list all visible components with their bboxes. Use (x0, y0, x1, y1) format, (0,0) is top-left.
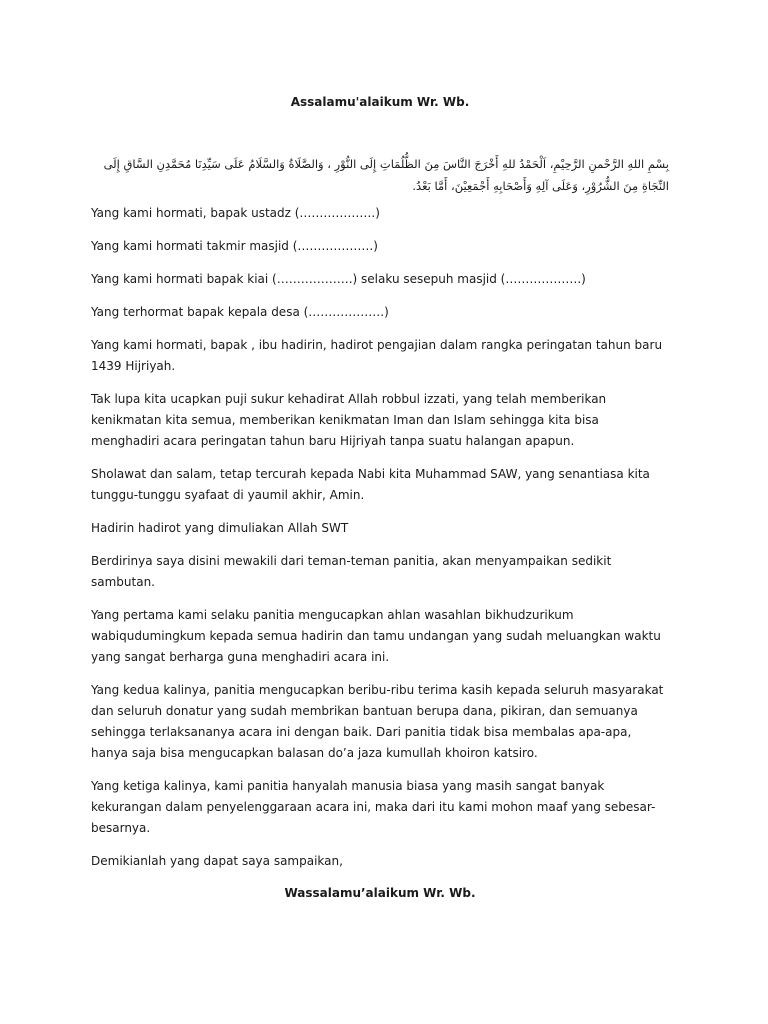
document-body (91, 93, 669, 902)
paragraph: Yang kami hormati takmir masjid (……………….) (91, 239, 378, 253)
paragraph: Yang kami hormati, bapak , ibu hadirin, hadirot pengajian dalam rangka peringatan tahun baru 1439 Hijriyah. (91, 338, 663, 373)
paragraph: Tak lupa kita ucapkan puji sukur kehadirat Allah robbul izzati, yang telah memberikan kenikmatan kita semua, memberikan kenikmatan Iman dan Islam sehingga kita bisa menghadiri acara peringatan tahun baru Hijriyah tanpa suatu halangan apapun. (91, 392, 607, 448)
paragraph: Demikianlah yang dapat saya sampaikan, (91, 854, 343, 868)
closing-greeting: Wassalamu’alaikum Wr. Wb. (284, 886, 476, 900)
opening-greeting: Assalamu'alaikum Wr. Wb. (290, 95, 470, 109)
paragraph: Berdirinya saya disini mewakili dari teman-teman panitia, akan menyampaikan sedikit sambutan. (91, 554, 612, 589)
arabic-opening-text: بِسْمِ اللهِ الرَّحْمنِ الرَّحِيْمِ، اَلْحَمْدُ للهِ أَخْرَجَ النَّاسَ مِنَ الظُّلُمَاتِ إِلَى النُّوْرِ ، وَالصَّلَاةُ وَالسَّلَامُ عَلَى سَيِّدِنَا مُحَمَّدِنِ السَّاقِ إِلَى النِّجَاةِ مِنَ الشُّرُوْرِ، وَعَلَى آلِهِ وَأَصْحَابِهِ أَجْمَعِيْنَ، أَمَّا بَعْدُ. (103, 157, 669, 193)
paragraph: Yang kami hormati bapak kiai (……………….) selaku sesepuh masjid (……………….) (91, 272, 586, 286)
paragraph: Yang ketiga kalinya, kami panitia hanyalah manusia biasa yang masih sangat banyak kekurangan dalam penyelenggaraan acara ini, maka dari itu kami mohon maaf yang sebesar-besarnya. (91, 779, 656, 835)
paragraph: Yang terhormat bapak kepala desa (……………….) (91, 305, 389, 319)
paragraph: Sholawat dan salam, tetap tercurah kepada Nabi kita Muhammad SAW, yang senantiasa kita tunggu-tunggu syafaat di yaumil akhir, Amin. (91, 467, 650, 502)
paragraph: Hadirin hadirot yang dimuliakan Allah SWT (91, 521, 349, 535)
paragraph: Yang kedua kalinya, panitia mengucapkan beribu-ribu terima kasih kepada seluruh masyarakat dan seluruh donatur yang sudah membrikan bantuan berupa dana, pikiran, dan semuanya sehingga terlaksananya acara ini dengan baik. Dari panitia tidak bisa membalas apa-apa, hanya saja bisa mengucapkan balasan do’a jaza kumullah khoiron katsiro. (91, 683, 664, 760)
paragraph: Yang pertama kami selaku panitia mengucapkan ahlan wasahlan bikhudzurikum wabiqudumingkum kepada semua hadirin dan tamu undangan yang sudah meluangkan waktu yang sangat berharga guna menghadiri acara ini. (91, 608, 661, 664)
paragraph: Yang kami hormati, bapak ustadz (……………….) (91, 206, 380, 220)
